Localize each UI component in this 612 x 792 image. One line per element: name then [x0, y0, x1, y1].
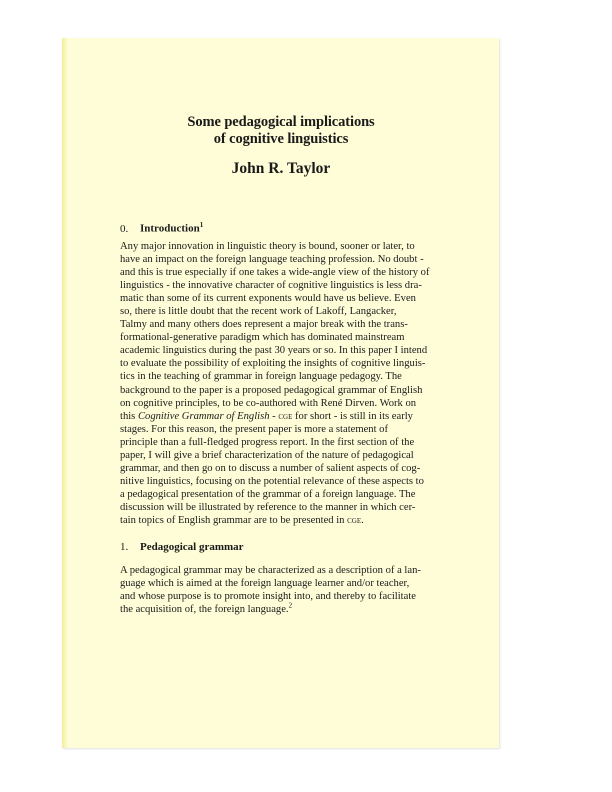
text-run: -	[269, 410, 279, 422]
text-line: and whose purpose is to promote insight into, and thereby to facilitate	[120, 591, 416, 603]
intro-paragraph	[120, 240, 513, 527]
article-title	[152, 114, 410, 148]
text-line: discussion will be illustrated by reference to the manner in which cer-	[120, 501, 416, 513]
footnote-marker: 2	[288, 601, 293, 610]
text-line: and this is true especially if one takes a wide-angle view of the history of	[120, 267, 430, 279]
text-line: A pedagogical grammar may be characterized as a description of a lan-	[120, 565, 421, 576]
text-line	[120, 410, 513, 423]
text-run: .	[361, 514, 364, 526]
text-line: guage which is aimed at the foreign language learner and/or teacher,	[120, 578, 410, 590]
section-number: 1.	[120, 541, 129, 553]
section-number: 0.	[120, 222, 129, 235]
footnote-marker: 1	[199, 221, 204, 229]
text-line: a pedagogical presentation of the grammar of a foreign language. The	[120, 488, 416, 500]
text-line: have an impact on the foreign language teaching profession. No doubt -	[120, 254, 424, 266]
text-line: on cognitive principles, to be co-authored with René Dirven. Work on	[120, 397, 417, 409]
text-line	[120, 514, 513, 527]
text-line: Talmy and many others does represent a major break with the trans-	[120, 319, 408, 331]
text-line	[120, 603, 513, 616]
section-heading-introduction	[120, 218, 203, 236]
title-line-1: Some pedagogical implications	[187, 114, 375, 130]
text-line: nitive linguistics, focusing on the potential relevance of these aspects to	[120, 475, 424, 487]
text-line: paper, I will give a brief characterization of the nature of pedagogical	[120, 449, 414, 461]
text-line: principle than a full-fledged progress report. In the first section of the	[120, 436, 415, 448]
paper-sheet	[62, 38, 499, 748]
author-name: John R. Taylor	[231, 160, 331, 177]
text-line: academic linguistics during the past 30 years or so. In this paper I intend	[120, 345, 428, 357]
text-line: so, there is little doubt that the recent work of Lakoff, Langacker,	[120, 306, 397, 318]
text-run: this	[120, 410, 138, 422]
text-line: tics in the teaching of grammar in foreign language pedagogy. The	[120, 371, 402, 383]
abbreviation-cge: cge	[278, 410, 293, 422]
text-run: for short - is still in its early	[292, 410, 413, 422]
title-line-2: of cognitive linguistics	[213, 131, 349, 147]
text-line: grammar, and then go on to discuss a number of salient aspects of cog-	[120, 462, 421, 474]
text-line: background to the paper is a proposed pedagogical grammar of English	[120, 384, 423, 396]
text-line: linguistics - the innovative character of cognitive linguistics is less dra-	[120, 280, 422, 292]
text-line: Any major innovation in linguistic theory is bound, sooner or later, to	[120, 241, 415, 252]
text-line: to evaluate the possibility of exploiting the insights of cognitive linguis-	[120, 358, 426, 370]
section-heading-pedagogical-grammar	[120, 540, 244, 554]
book-title-italic: Cognitive Grammar of English	[137, 410, 270, 422]
section-title: Pedagogical grammar	[140, 541, 244, 553]
text-line: formational-generative paradigm which has dominated mainstream	[120, 332, 405, 344]
text-run: tain topics of English grammar are to be presented in	[120, 514, 348, 526]
pedagogical-grammar-paragraph	[120, 564, 513, 616]
text-line: stages. For this reason, the present paper is more a statement of	[120, 423, 389, 435]
text-line: matic than some of its current exponents would have us believe. Even	[120, 293, 416, 305]
text-run: the acquisition of, the foreign language.	[120, 604, 289, 616]
section-title: Introduction	[140, 222, 200, 235]
abbreviation-cge: cge	[347, 514, 362, 526]
